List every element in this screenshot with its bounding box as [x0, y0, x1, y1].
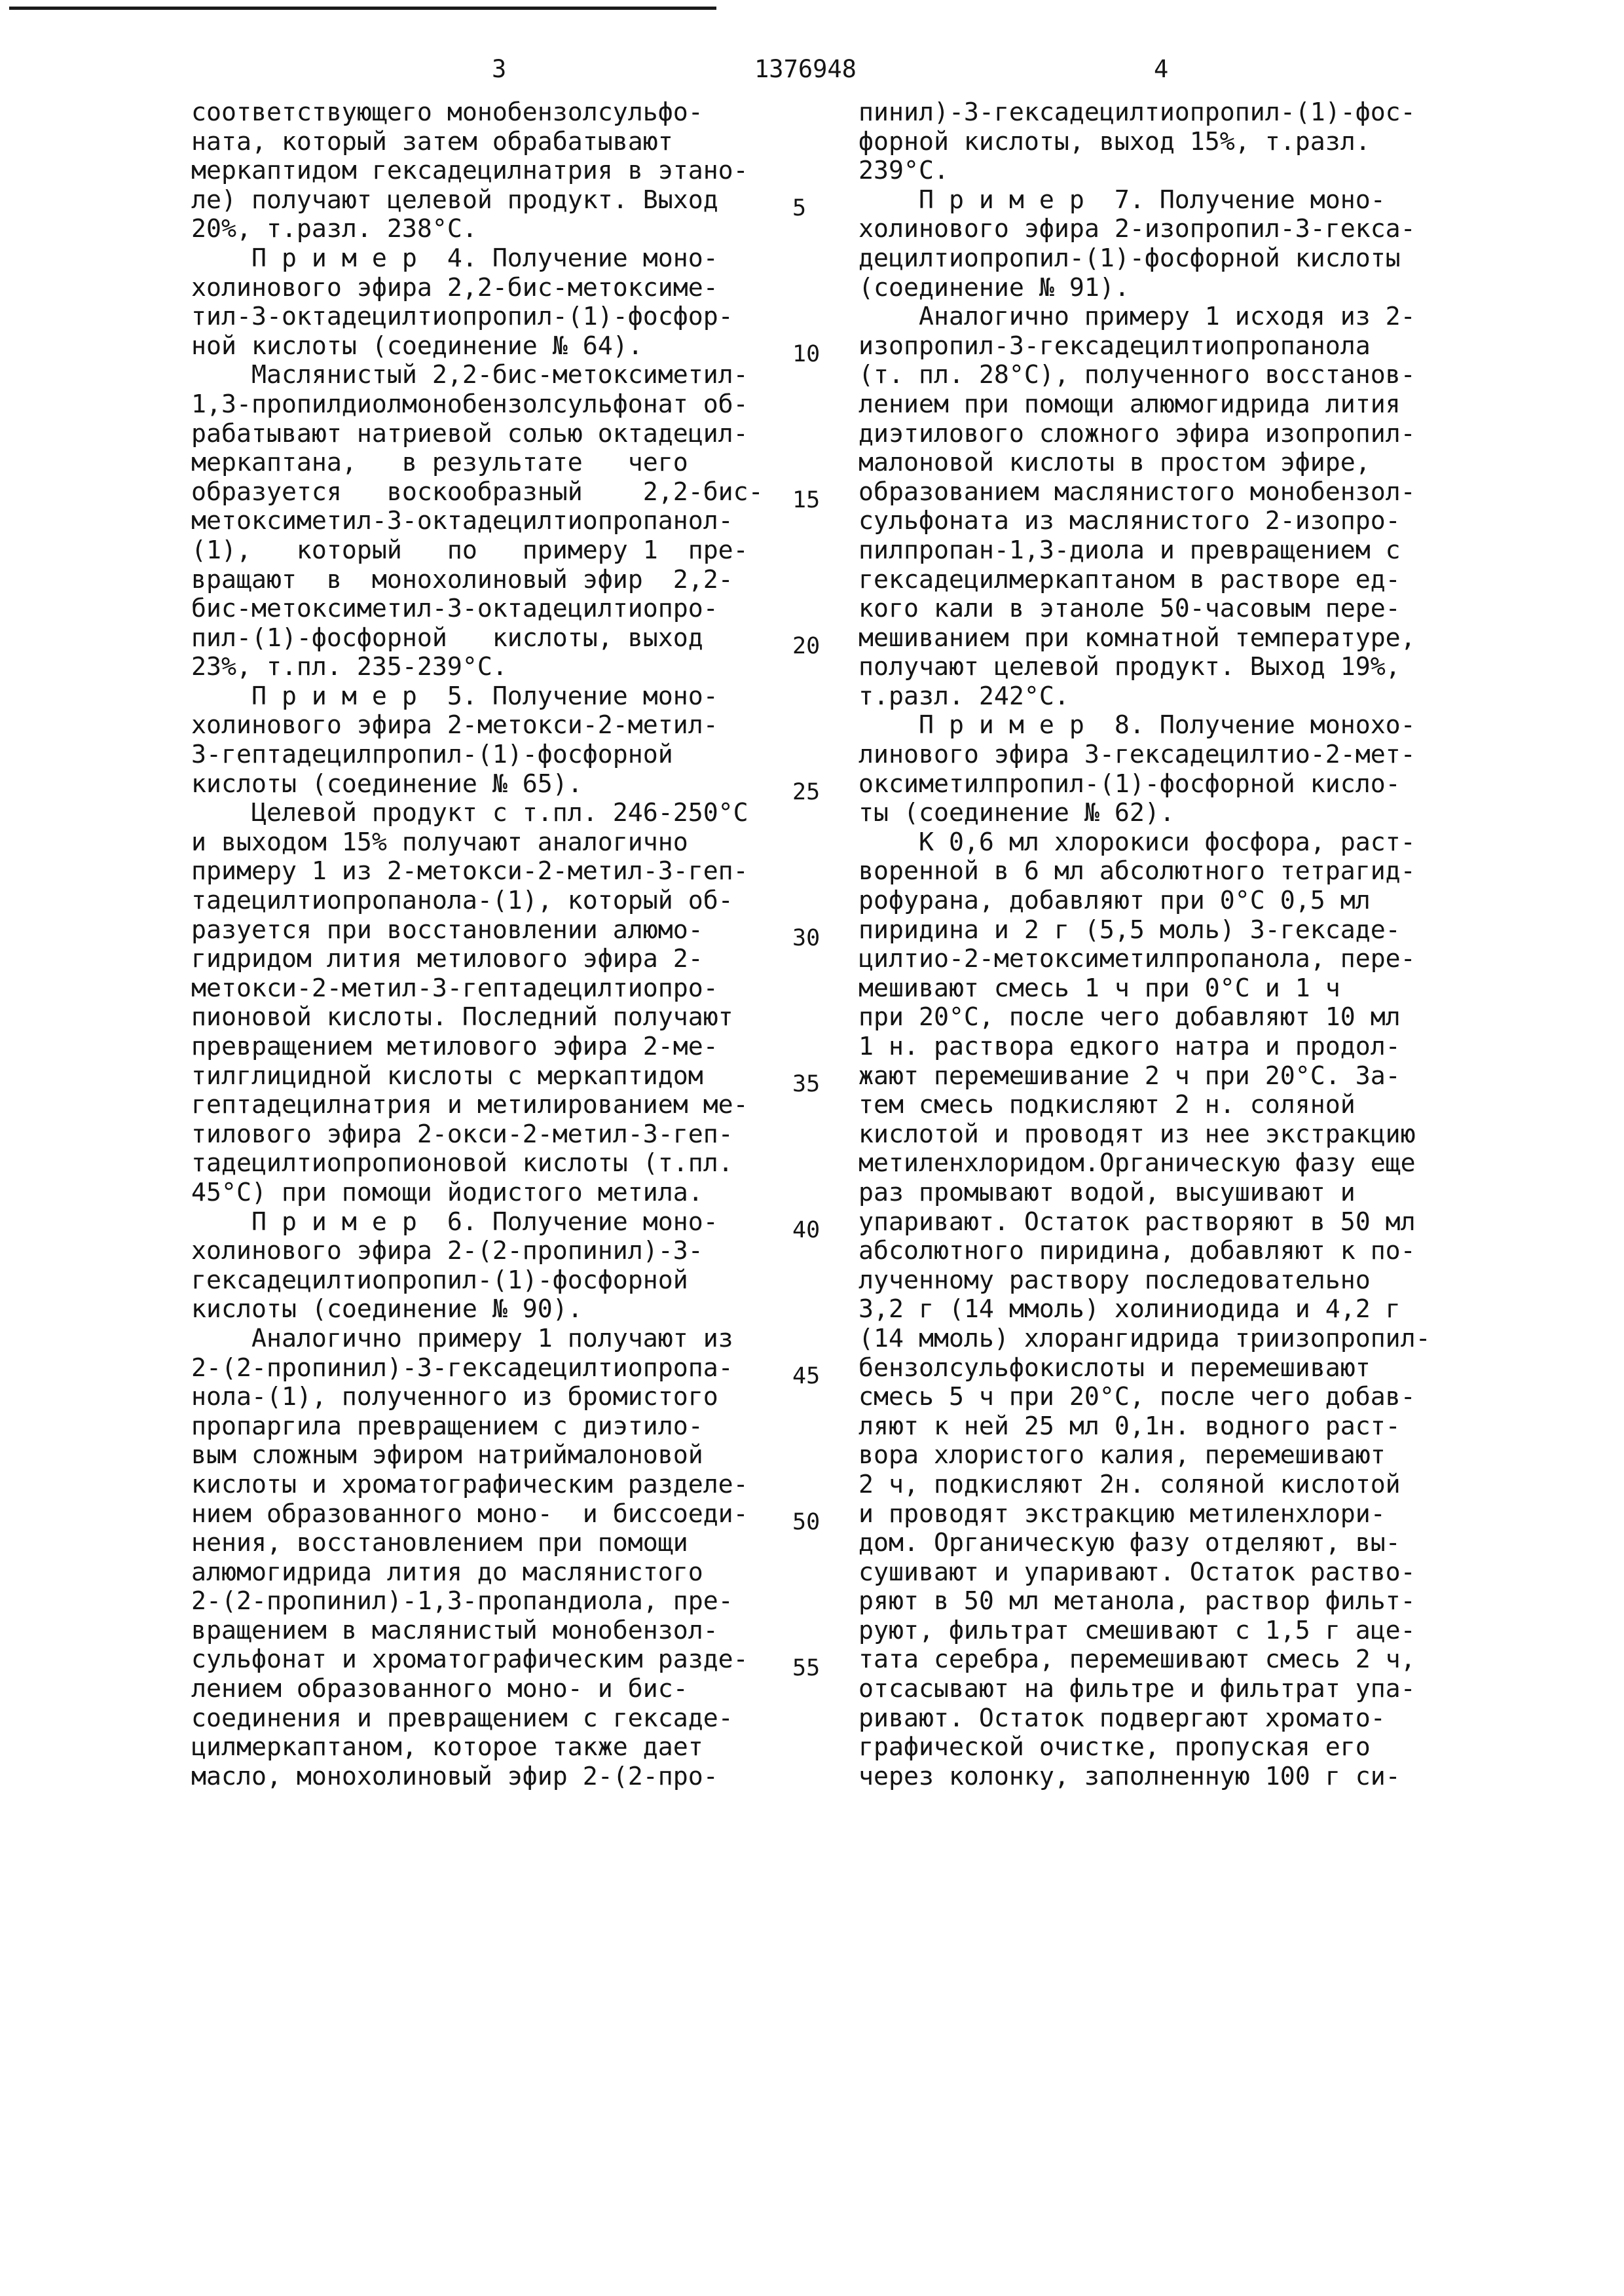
text-line: кислоты (соединение № 90).: [191, 1295, 583, 1324]
text-line: бензолсульфокислоты и перемешивают: [858, 1353, 1371, 1383]
text-line: П р и м е р 7. Получение моно-: [858, 185, 1386, 215]
text-line: сульфонат и хроматографическим разде-: [191, 1645, 748, 1675]
text-line: Аналогично примеру 1 исходя из 2-: [858, 302, 1416, 332]
text-line: тадецилтиопропионовой кислоты (т.пл.: [191, 1149, 733, 1178]
text-line: примеру 1 из 2-метокси-2-метил-3-геп-: [191, 857, 748, 886]
text-line: изопропил-3-гексадецилтиопропанола: [858, 331, 1371, 361]
text-line: отсасывают на фильтре и фильтрат упа-: [858, 1675, 1416, 1704]
text-line: рабатывают натриевой солью октадецил-: [191, 419, 748, 448]
text-line: холинового эфира 2-(2-пропинил)-3-: [191, 1237, 703, 1266]
text-line: Аналогично примеру 1 получают из: [191, 1324, 733, 1353]
text-line: кислотой и проводят из нее экстракцию: [858, 1120, 1416, 1149]
text-line: и выходом 15% получают аналогично: [191, 828, 688, 857]
text-line: 1 н. раствора едкого натра и продол-: [858, 1032, 1401, 1061]
text-line: тата серебра, перемешивают смесь 2 ч,: [858, 1645, 1416, 1675]
text-line: холинового эфира 2-метокси-2-метил-: [191, 711, 718, 740]
text-line: ряют в 50 мл метанола, раствор фильт-: [858, 1587, 1416, 1616]
text-line: масло, монохолиновый эфир 2-(2-про-: [191, 1762, 718, 1791]
text-line: тил-3-октадецилтиопропил-(1)-фосфор-: [191, 302, 733, 332]
text-line: тилового эфира 2-окси-2-метил-3-геп-: [191, 1120, 733, 1149]
text-line: тадецилтиопропанола-(1), который об-: [191, 886, 733, 916]
text-line: пил-(1)-фосфорной кислоты, выход: [191, 623, 703, 653]
text-line: вым сложным эфиром натриймалоновой: [191, 1441, 703, 1470]
line-number: 35: [792, 1070, 821, 1097]
text-line: гидридом лития метилового эфира 2-: [191, 945, 703, 974]
left-column: [191, 98, 803, 1791]
line-number: 15: [792, 486, 821, 513]
text-line: мешиванием при комнатной температуре,: [858, 623, 1416, 653]
text-line: соединения и превращением с гексаде-: [191, 1704, 733, 1733]
text-line: 20%, т.разл. 238°С.: [191, 215, 477, 244]
text-line: ты (соединение № 62).: [858, 799, 1175, 828]
text-line: 2 ч, подкисляют 2н. соляной кислотой: [858, 1470, 1401, 1499]
text-line: дом. Органическую фазу отделяют, вы-: [858, 1529, 1401, 1558]
text-line: сульфоната из маслянистого 2-изопро-: [858, 507, 1401, 536]
text-line: образованием маслянистого монобензол-: [858, 477, 1416, 507]
text-line: (1), который по примеру 1 пре-: [191, 536, 748, 565]
text-line: кислоты и хроматографическим разделе-: [191, 1470, 748, 1499]
text-line: (14 ммоль) хлорангидрида триизопропил-: [858, 1324, 1431, 1353]
line-number: 20: [792, 632, 821, 659]
text-line: ляют к ней 25 мл 0,1н. водного раст-: [858, 1412, 1401, 1441]
text-line: лением образованного моно- и бис-: [191, 1675, 688, 1704]
line-number: 45: [792, 1362, 821, 1389]
text-line: нения, восстановлением при помощи: [191, 1529, 688, 1558]
text-line: малоновой кислоты в простом эфире,: [858, 448, 1371, 478]
text-line: гексадецилмеркаптаном в растворе ед-: [858, 565, 1401, 594]
text-line: гептадецилнатрия и метилированием ме-: [191, 1091, 748, 1120]
text-line: цилмеркаптаном, которое также дает: [191, 1733, 703, 1762]
text-line: децилтиопропил-(1)-фосфорной кислоты: [858, 244, 1401, 273]
text-line: соответствующего монобензолсульфо-: [191, 98, 703, 127]
line-number: 10: [792, 340, 821, 367]
text-line: холинового эфира 2,2-бис-метоксиме-: [191, 273, 718, 302]
text-line: бис-метоксиметил-3-октадецилтиопро-: [191, 594, 718, 624]
text-line: превращением метилового эфира 2-ме-: [191, 1032, 718, 1061]
text-line: смесь 5 ч при 20°С, после чего добав-: [858, 1383, 1416, 1412]
text-line: ната, который затем обрабатывают: [191, 127, 673, 156]
text-line: оксиметилпропил-(1)-фосфорной кисло-: [858, 769, 1401, 799]
text-line: метокси-2-метил-3-гептадецилтиопро-: [191, 974, 718, 1003]
line-number: 5: [792, 194, 807, 221]
text-line: 2-(2-пропинил)-3-гексадецилтиопропа-: [191, 1353, 733, 1383]
line-number: 50: [792, 1508, 821, 1535]
text-line: алюмогидрида лития до маслянистого: [191, 1558, 703, 1587]
text-line: лением при помощи алюмогидрида лития: [858, 390, 1401, 419]
text-line: пиридина и 2 г (5,5 моль) 3-гексаде-: [858, 915, 1401, 945]
text-line: цилтио-2-метоксиметилпропанола, пере-: [858, 945, 1416, 974]
text-line: гексадецилтиопропил-(1)-фосфорной: [191, 1266, 688, 1295]
right-column: [858, 98, 1474, 1791]
text-line: упаривают. Остаток растворяют в 50 мл: [858, 1207, 1416, 1237]
text-line: через колонку, заполненную 100 г си-: [858, 1762, 1401, 1791]
text-line: и проводят экстракцию метиленхлори-: [858, 1499, 1386, 1529]
line-number: 30: [792, 924, 821, 951]
text-line: холинового эфира 2-изопропил-3-гекса-: [858, 215, 1416, 244]
text-line: кислоты (соединение № 65).: [191, 769, 583, 799]
text-line: метиленхлоридом.Органическую фазу еще: [858, 1149, 1416, 1178]
line-number: 55: [792, 1654, 821, 1681]
text-line: П р и м е р 8. Получение монохо-: [858, 711, 1416, 740]
page-number-left: 3: [492, 55, 507, 83]
text-line: жают перемешивание 2 ч при 20°С. За-: [858, 1061, 1401, 1091]
text-line: П р и м е р 4. Получение моно-: [191, 244, 718, 273]
text-line: 45°С) при помощи йодистого метила.: [191, 1178, 703, 1207]
text-line: 23%, т.пл. 235-239°С.: [191, 653, 507, 682]
text-line: линового эфира 3-гексадецилтио-2-мет-: [858, 740, 1416, 770]
text-line: образуется воскообразный 2,2-бис-: [191, 477, 764, 507]
text-line: лученному раствору последовательно: [858, 1266, 1371, 1295]
text-line: Целевой продукт с т.пл. 246-250°С: [191, 799, 748, 828]
text-line: 1,3-пропилдиолмонобензолсульфонат об-: [191, 390, 748, 419]
text-line: вора хлористого калия, перемешивают: [858, 1441, 1386, 1470]
text-line: пионовой кислоты. Последний получают: [191, 1003, 733, 1032]
text-line: меркаптана, в результате чего: [191, 448, 688, 478]
text-line: ле) получают целевой продукт. Выход: [191, 185, 718, 215]
text-line: графической очистке, пропуская его: [858, 1733, 1371, 1762]
text-line: тилглицидной кислоты с меркаптидом: [191, 1061, 703, 1091]
text-line: воренной в 6 мл абсолютного тетрагид-: [858, 857, 1416, 886]
text-line: ной кислоты (соединение № 64).: [191, 331, 643, 361]
text-line: диэтилового сложного эфира изопропил-: [858, 419, 1416, 448]
text-line: мешивают смесь 1 ч при 0°С и 1 ч: [858, 974, 1340, 1003]
text-line: форной кислоты, выход 15%, т.разл.: [858, 127, 1371, 156]
patent-number: 1376948: [754, 55, 857, 83]
line-number: 25: [792, 778, 821, 805]
text-line: т.разл. 242°С.: [858, 682, 1069, 711]
text-line: разуется при восстановлении алюмо-: [191, 915, 703, 945]
text-line: метоксиметил-3-октадецилтиопропанол-: [191, 507, 733, 536]
text-line: нием образованного моно- и биссоеди-: [191, 1499, 748, 1529]
text-line: руют, фильтрат смешивают с 1,5 г аце-: [858, 1616, 1416, 1645]
text-line: 239°С.: [858, 156, 949, 186]
text-line: нола-(1), полученного из бромистого: [191, 1383, 718, 1412]
text-line: (т. пл. 28°С), полученного восстанов-: [858, 361, 1416, 390]
text-line: рофурана, добавляют при 0°С 0,5 мл: [858, 886, 1371, 916]
text-line: 3,2 г (14 ммоль) холиниодида и 4,2 г: [858, 1295, 1401, 1324]
text-line: пропаргила превращением с диэтило-: [191, 1412, 703, 1441]
text-line: раз промывают водой, высушивают и: [858, 1178, 1356, 1207]
top-rule: [9, 7, 716, 10]
text-line: пилпропан-1,3-диола и превращением с: [858, 536, 1401, 565]
text-line: получают целевой продукт. Выход 19%,: [858, 653, 1401, 682]
text-line: ривают. Остаток подвергают хромато-: [858, 1704, 1386, 1733]
text-line: П р и м е р 5. Получение моно-: [191, 682, 718, 711]
text-line: Маслянистый 2,2-бис-метоксиметил-: [191, 361, 748, 390]
text-line: пинил)-3-гексадецилтиопропил-(1)-фос-: [858, 98, 1416, 127]
text-line: 3-гептадецилпропил-(1)-фосфорной: [191, 740, 673, 770]
text-line: 2-(2-пропинил)-1,3-пропандиола, пре-: [191, 1587, 733, 1616]
text-line: кого кали в этаноле 50-часовым пере-: [858, 594, 1401, 624]
text-line: сушивают и упаривают. Остаток раство-: [858, 1558, 1416, 1587]
text-line: вращением в маслянистый монобензол-: [191, 1616, 718, 1645]
text-line: абсолютного пиридина, добавляют к по-: [858, 1237, 1416, 1266]
text-line: при 20°С, после чего добавляют 10 мл: [858, 1003, 1401, 1032]
line-number: 40: [792, 1216, 821, 1243]
text-line: К 0,6 мл хлорокиси фосфора, раст-: [858, 828, 1416, 857]
page-number-right: 4: [1154, 55, 1169, 83]
text-line: П р и м е р 6. Получение моно-: [191, 1207, 718, 1237]
text-line: тем смесь подкисляют 2 н. соляной: [858, 1091, 1356, 1120]
text-line: меркаптидом гексадецилнатрия в этано-: [191, 156, 748, 186]
text-line: вращают в монохолиновый эфир 2,2-: [191, 565, 733, 594]
text-line: (соединение № 91).: [858, 273, 1130, 302]
